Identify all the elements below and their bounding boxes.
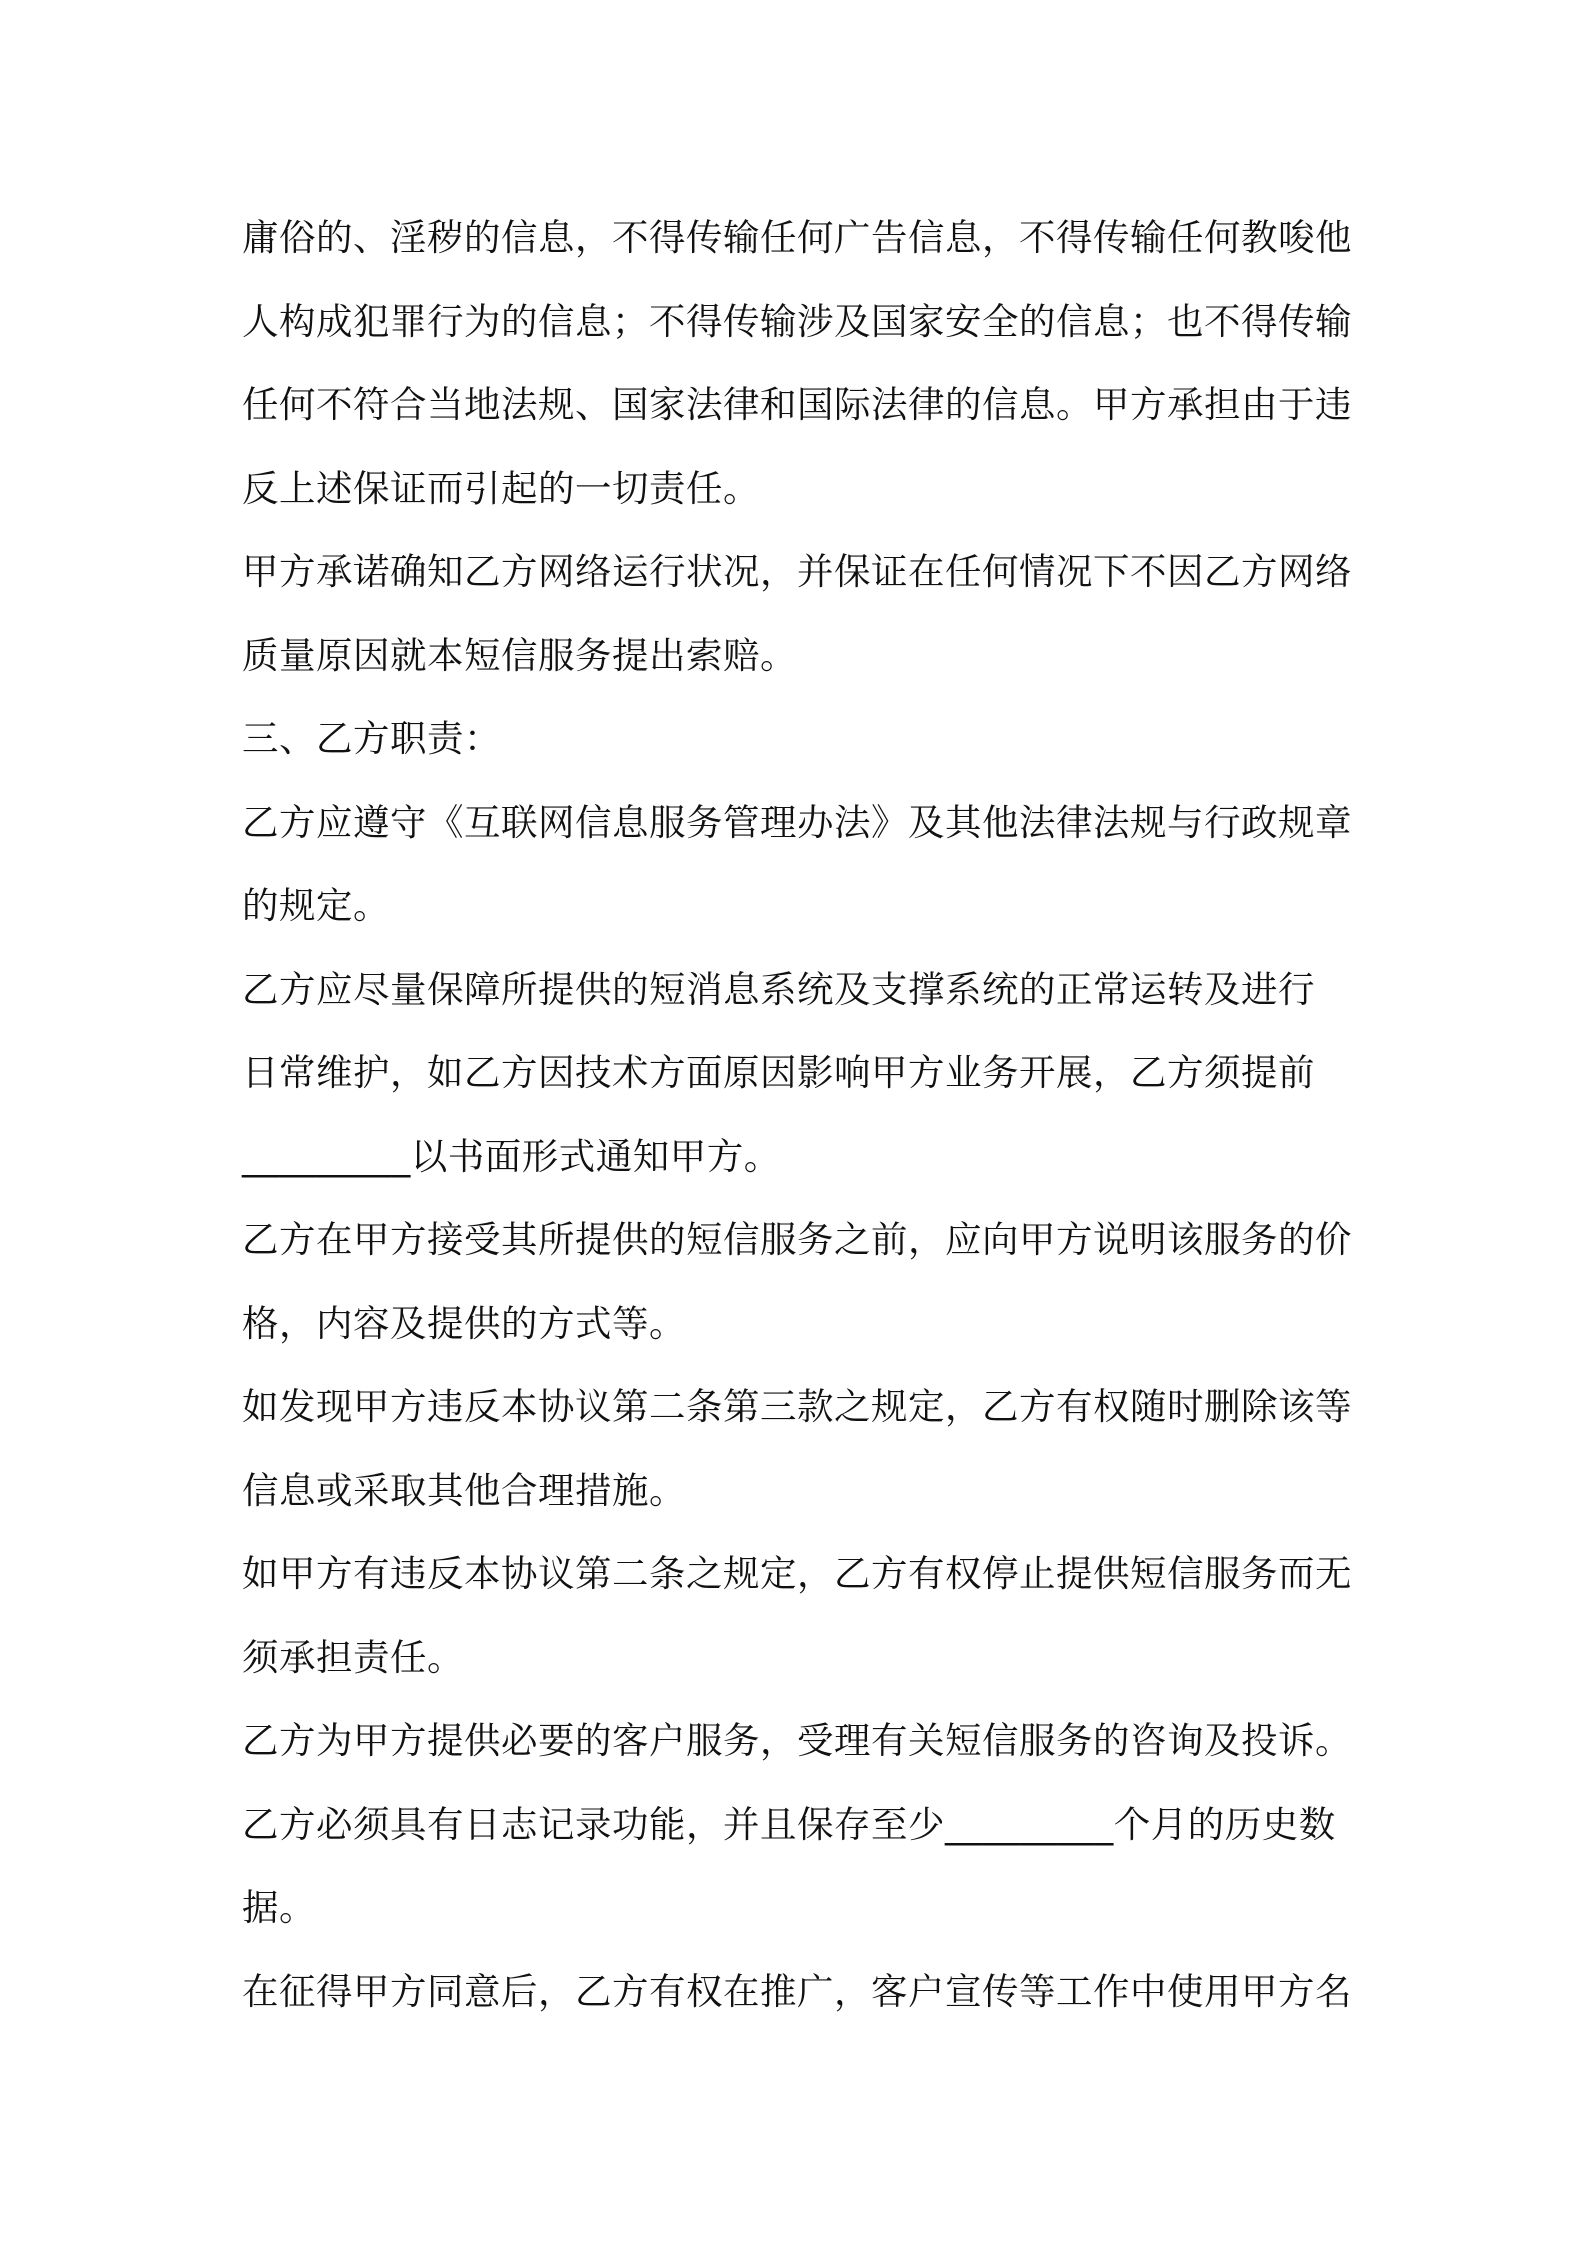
- text-line: 人构成犯罪行为的信息；不得传输涉及国家安全的信息；也不得传输: [242, 299, 1352, 343]
- text-line: 乙方应遵守《互联网信息服务管理办法》及其他法律法规与行政规章: [242, 800, 1352, 844]
- text-line: 须承担责任。: [242, 1635, 464, 1679]
- document-body: [242, 196, 1362, 2033]
- text-line: 据。: [242, 1886, 316, 1929]
- text-line: _________以书面形式通知甲方。: [242, 1134, 781, 1178]
- text-line: 甲方承诺确知乙方网络运行状况，并保证在任何情况下不因乙方网络: [242, 550, 1352, 593]
- section-heading: 三、乙方职责：: [242, 717, 501, 760]
- text-line: 的规定。: [242, 884, 390, 927]
- text-line: 在征得甲方同意后，乙方有权在推广，客户宣传等工作中使用甲方名: [242, 1969, 1352, 2013]
- text-line: 信息或采取其他合理措施。: [242, 1468, 686, 1512]
- text-line: 乙方必须具有日志记录功能，并且保存至少_________个月的历史数: [242, 1802, 1336, 1846]
- text-line: 质量原因就本短信服务提出索赔。: [242, 633, 797, 677]
- text-line: 反上述保证而引起的一切责任。: [242, 466, 760, 510]
- text-line: 格，内容及提供的方式等。: [242, 1301, 686, 1345]
- text-line: 日常维护，如乙方因技术方面原因影响甲方业务开展，乙方须提前: [242, 1051, 1315, 1094]
- text-line: 如甲方有违反本协议第二条之规定，乙方有权停止提供短信服务而无: [242, 1552, 1352, 1595]
- text-line: 乙方为甲方提供必要的客户服务，受理有关短信服务的咨询及投诉。: [242, 1719, 1352, 1762]
- text-line: 乙方在甲方接受其所提供的短信服务之前，应向甲方说明该服务的价: [242, 1218, 1352, 1261]
- text-line: 如发现甲方违反本协议第二条第三款之规定，乙方有权随时删除该等: [242, 1385, 1352, 1428]
- text-line: 乙方应尽量保障所提供的短消息系统及支撑系统的正常运转及进行: [242, 967, 1315, 1011]
- text-line: 任何不符合当地法规、国家法律和国际法律的信息。甲方承担由于违: [242, 383, 1352, 426]
- text-line: 庸俗的、淫秽的信息，不得传输任何广告信息，不得传输任何教唆他: [242, 216, 1352, 259]
